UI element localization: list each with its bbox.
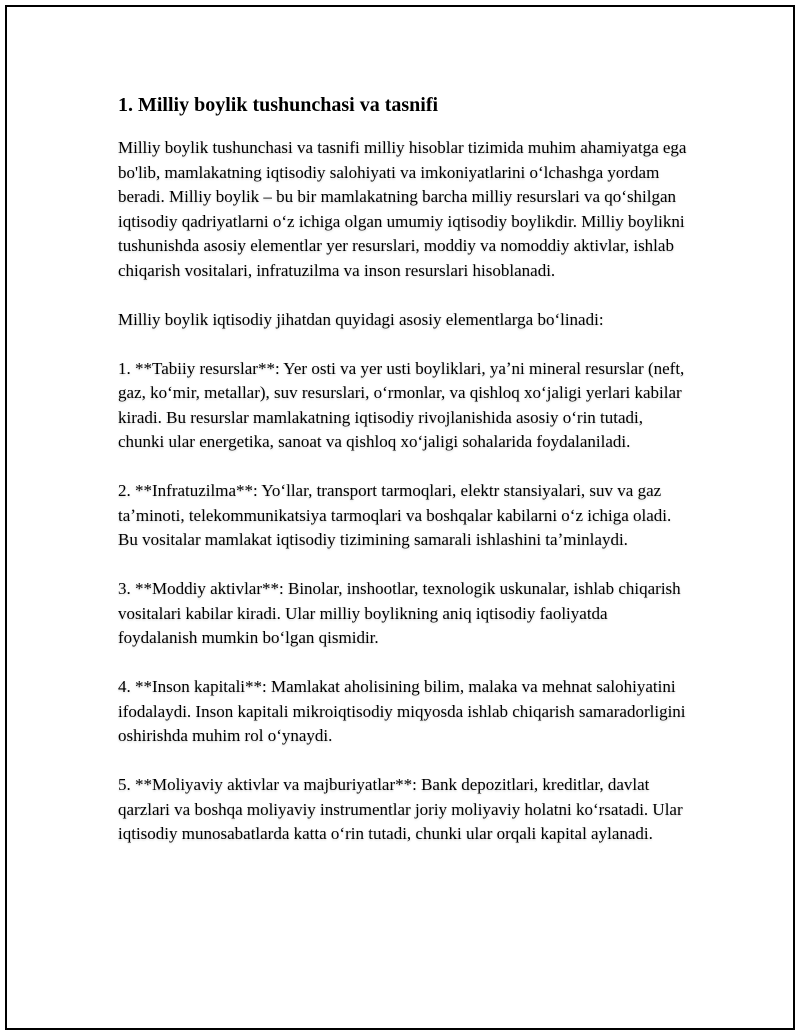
list-item-financial-assets: 5. **Moliyaviy aktivlar va majburiyatlar**: Bank depozitlari, kreditlar, davlat qarzlari va boshqa moliyaviy instrumentlar joriy moliyaviy holatni koʻrsatadi. Ular iqtisodiy munosabatlarda katta oʻrin tutadi, chunki ular orqali kapital aylanadi. [118, 775, 683, 843]
list-item-material-assets: 3. **Moddiy aktivlar**: Binolar, inshootlar, texnologik uskunalar, ishlab chiqarish vositalari kabilar kiradi. Ular milliy boylikning aniq iqtisodiy faoliyatda foydalanish mumkin boʻlgan qismidir. [118, 579, 681, 647]
document-body [118, 93, 688, 871]
section-heading: 1. Milliy boylik tushunchasi va tasnifi [118, 94, 439, 116]
intro-paragraph: Milliy boylik tushunchasi va tasnifi milliy hisoblar tizimida muhim ahamiyatga ega bo'lib, mamlakatning iqtisodiy salohiyati va imkoniyatlarini oʻlchashga yordam beradi. Milliy boylik – bu bir mamlakatning barcha milliy resurslari va qoʻshilgan iqtisodiy qadriyatlarni oʻz ichiga olgan umumiy iqtisodiy boylikdir. Milliy boylikni tushunishda asosiy elementlar yer resurslari, moddiy va nomoddiy aktivlar, ishlab chiqarish vositalari, infratuzilma va inson resurslari hisoblanadi. [118, 138, 687, 280]
list-item-human-capital: 4. **Inson kapitali**: Mamlakat aholisining bilim, malaka va mehnat salohiyatini ifodalaydi. Inson kapitali mikroiqtisodiy miqyosda ishlab chiqarish samaradorligini oshirishda muhim rol oʻynaydi. [118, 677, 686, 745]
list-item-infrastructure: 2. **Infratuzilma**: Yoʻllar, transport tarmoqlari, elektr stansiyalari, suv va gaz taʼminoti, telekommunikatsiya tarmoqlari va boshqalar kabilarni oʻz ichiga oladi. Bu vositalar mamlakat iqtisodiy tizimining samarali ishlashini taʼminlaydi. [118, 481, 672, 549]
elements-intro-paragraph: Milliy boylik iqtisodiy jihatdan quyidagi asosiy elementlarga boʻlinadi: [118, 309, 604, 329]
list-item-natural-resources: 1. **Tabiiy resurslar**: Yer osti va yer usti boyliklari, yaʼni mineral resurslar (neft, gaz, koʻmir, metallar), suv resurslari, oʻrmonlar, va qishloq xoʻjaligi yerlari kabilar kiradi. Bu resurslar mamlakatning iqtisodiy rivojlanishida asosiy oʻrin tutadi, chunki ular energetika, sanoat va qishloq xoʻjaligi sohalarida foydalaniladi. [118, 358, 685, 451]
